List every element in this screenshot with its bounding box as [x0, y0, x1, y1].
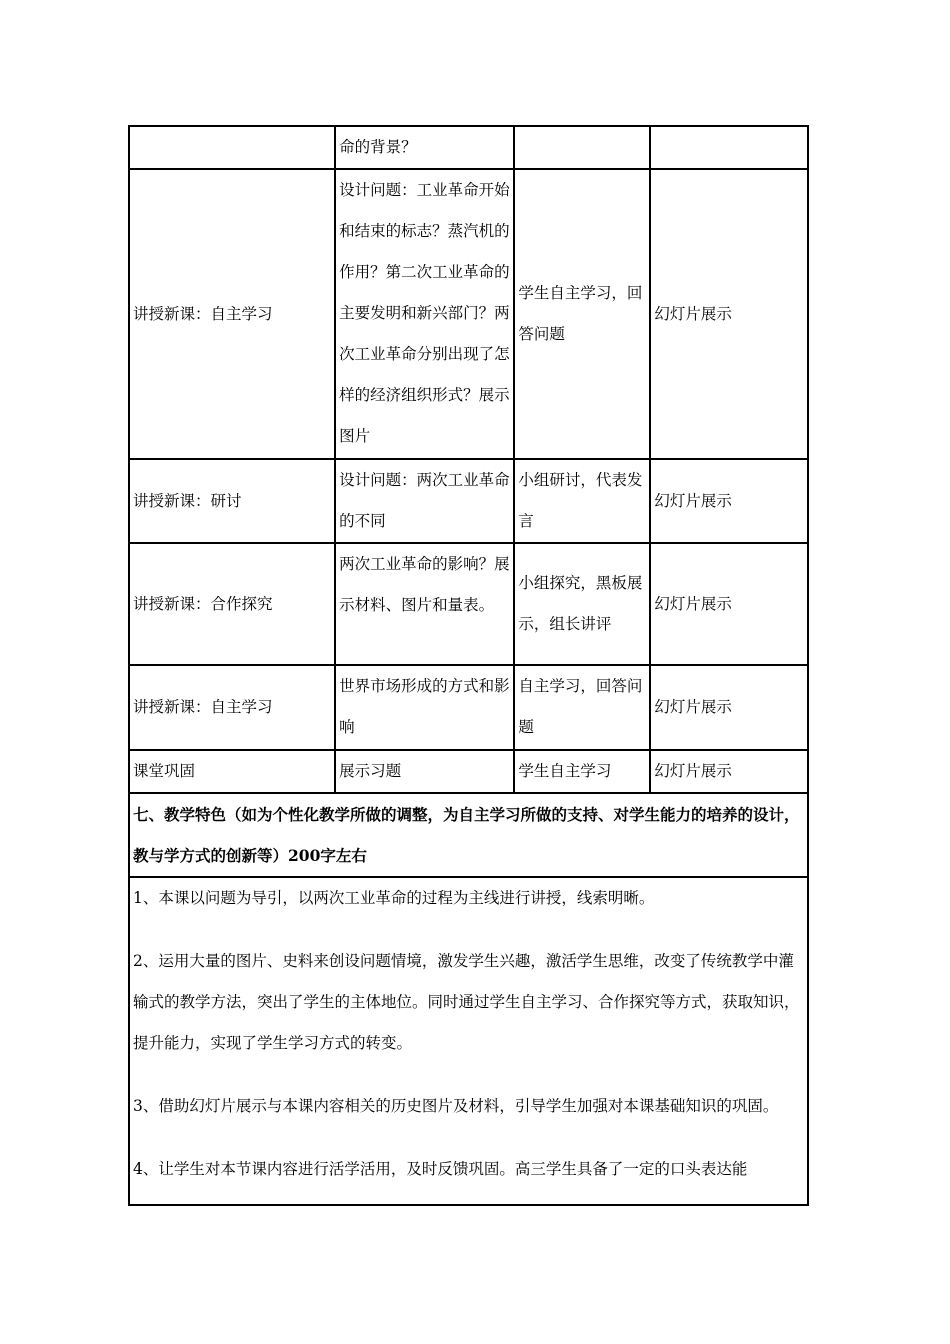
table-row	[129, 169, 808, 459]
cell-link: 讲授新课：合作探究	[129, 543, 335, 665]
cell-teacher-activity: 命的背景？	[335, 126, 514, 169]
feature-paragraph-3: 3、借助幻灯片展示与本课内容相关的历史图片及材料，引导学生加强对本课基础知识的巩固。	[133, 1097, 779, 1115]
cell-link: 讲授新课：自主学习	[129, 665, 335, 750]
table-row	[129, 459, 808, 543]
cell-link: 讲授新课：研讨	[129, 459, 335, 543]
feature-paragraph-1: 1、本课以问题为导引，以两次工业革命的过程为主线进行讲授，线索明晰。	[133, 889, 655, 907]
cell-media: 幻灯片展示	[650, 665, 808, 750]
section-7-content	[129, 877, 808, 1205]
cell-media: 幻灯片展示	[650, 543, 808, 665]
table-row	[129, 126, 808, 169]
section-7-heading: 七、教学特色（如为个性化教学所做的调整，为自主学习所做的支持、对学生能力的培养的设计，教与学方式的创新等）200字左右	[129, 793, 808, 877]
section-content-row	[129, 877, 808, 1205]
table-row	[129, 665, 808, 750]
cell-student-activity: 小组探究，黑板展示，组长讲评	[514, 543, 650, 665]
cell-student-activity: 自主学习，回答问题	[514, 665, 650, 750]
cell-media: 幻灯片展示	[650, 750, 808, 793]
cell-student-activity: 学生自主学习	[514, 750, 650, 793]
cell-student-activity: 学生自主学习，回答问题	[514, 169, 650, 459]
section-heading-row	[129, 793, 808, 877]
cell-teacher-activity: 设计问题：工业革命开始和结束的标志？蒸汽机的作用？第二次工业革命的主要发明和新兴部门？两次工业革命分别出现了怎样的经济组织形式？展示图片	[335, 169, 514, 459]
cell-teacher-activity: 设计问题：两次工业革命的不同	[335, 459, 514, 543]
feature-paragraph-4: 4、让学生对本节课内容进行活学活用，及时反馈巩固。高三学生具备了一定的口头表达能	[133, 1160, 748, 1178]
cell-teacher-activity: 世界市场形成的方式和影响	[335, 665, 514, 750]
table-row	[129, 543, 808, 665]
cell-link	[129, 126, 335, 169]
cell-link: 课堂巩固	[129, 750, 335, 793]
table-row	[129, 750, 808, 793]
cell-media	[650, 126, 808, 169]
cell-link: 讲授新课：自主学习	[129, 169, 335, 459]
lesson-plan-table	[128, 125, 809, 1206]
cell-teacher-activity: 两次工业革命的影响？展示材料、图片和量表。	[335, 543, 514, 665]
cell-student-activity: 小组研讨，代表发言	[514, 459, 650, 543]
cell-teacher-activity: 展示习题	[335, 750, 514, 793]
cell-media: 幻灯片展示	[650, 459, 808, 543]
cell-student-activity	[514, 126, 650, 169]
cell-media: 幻灯片展示	[650, 169, 808, 459]
feature-paragraph-2: 2、运用大量的图片、史料来创设问题情境，激发学生兴趣，激活学生思维，改变了传统教学中灌输式的教学方法，突出了学生的主体地位。同时通过学生自主学习、合作探究等方式，获取知识，提升能力，实现了学生学习方式的转变。	[133, 952, 800, 1052]
